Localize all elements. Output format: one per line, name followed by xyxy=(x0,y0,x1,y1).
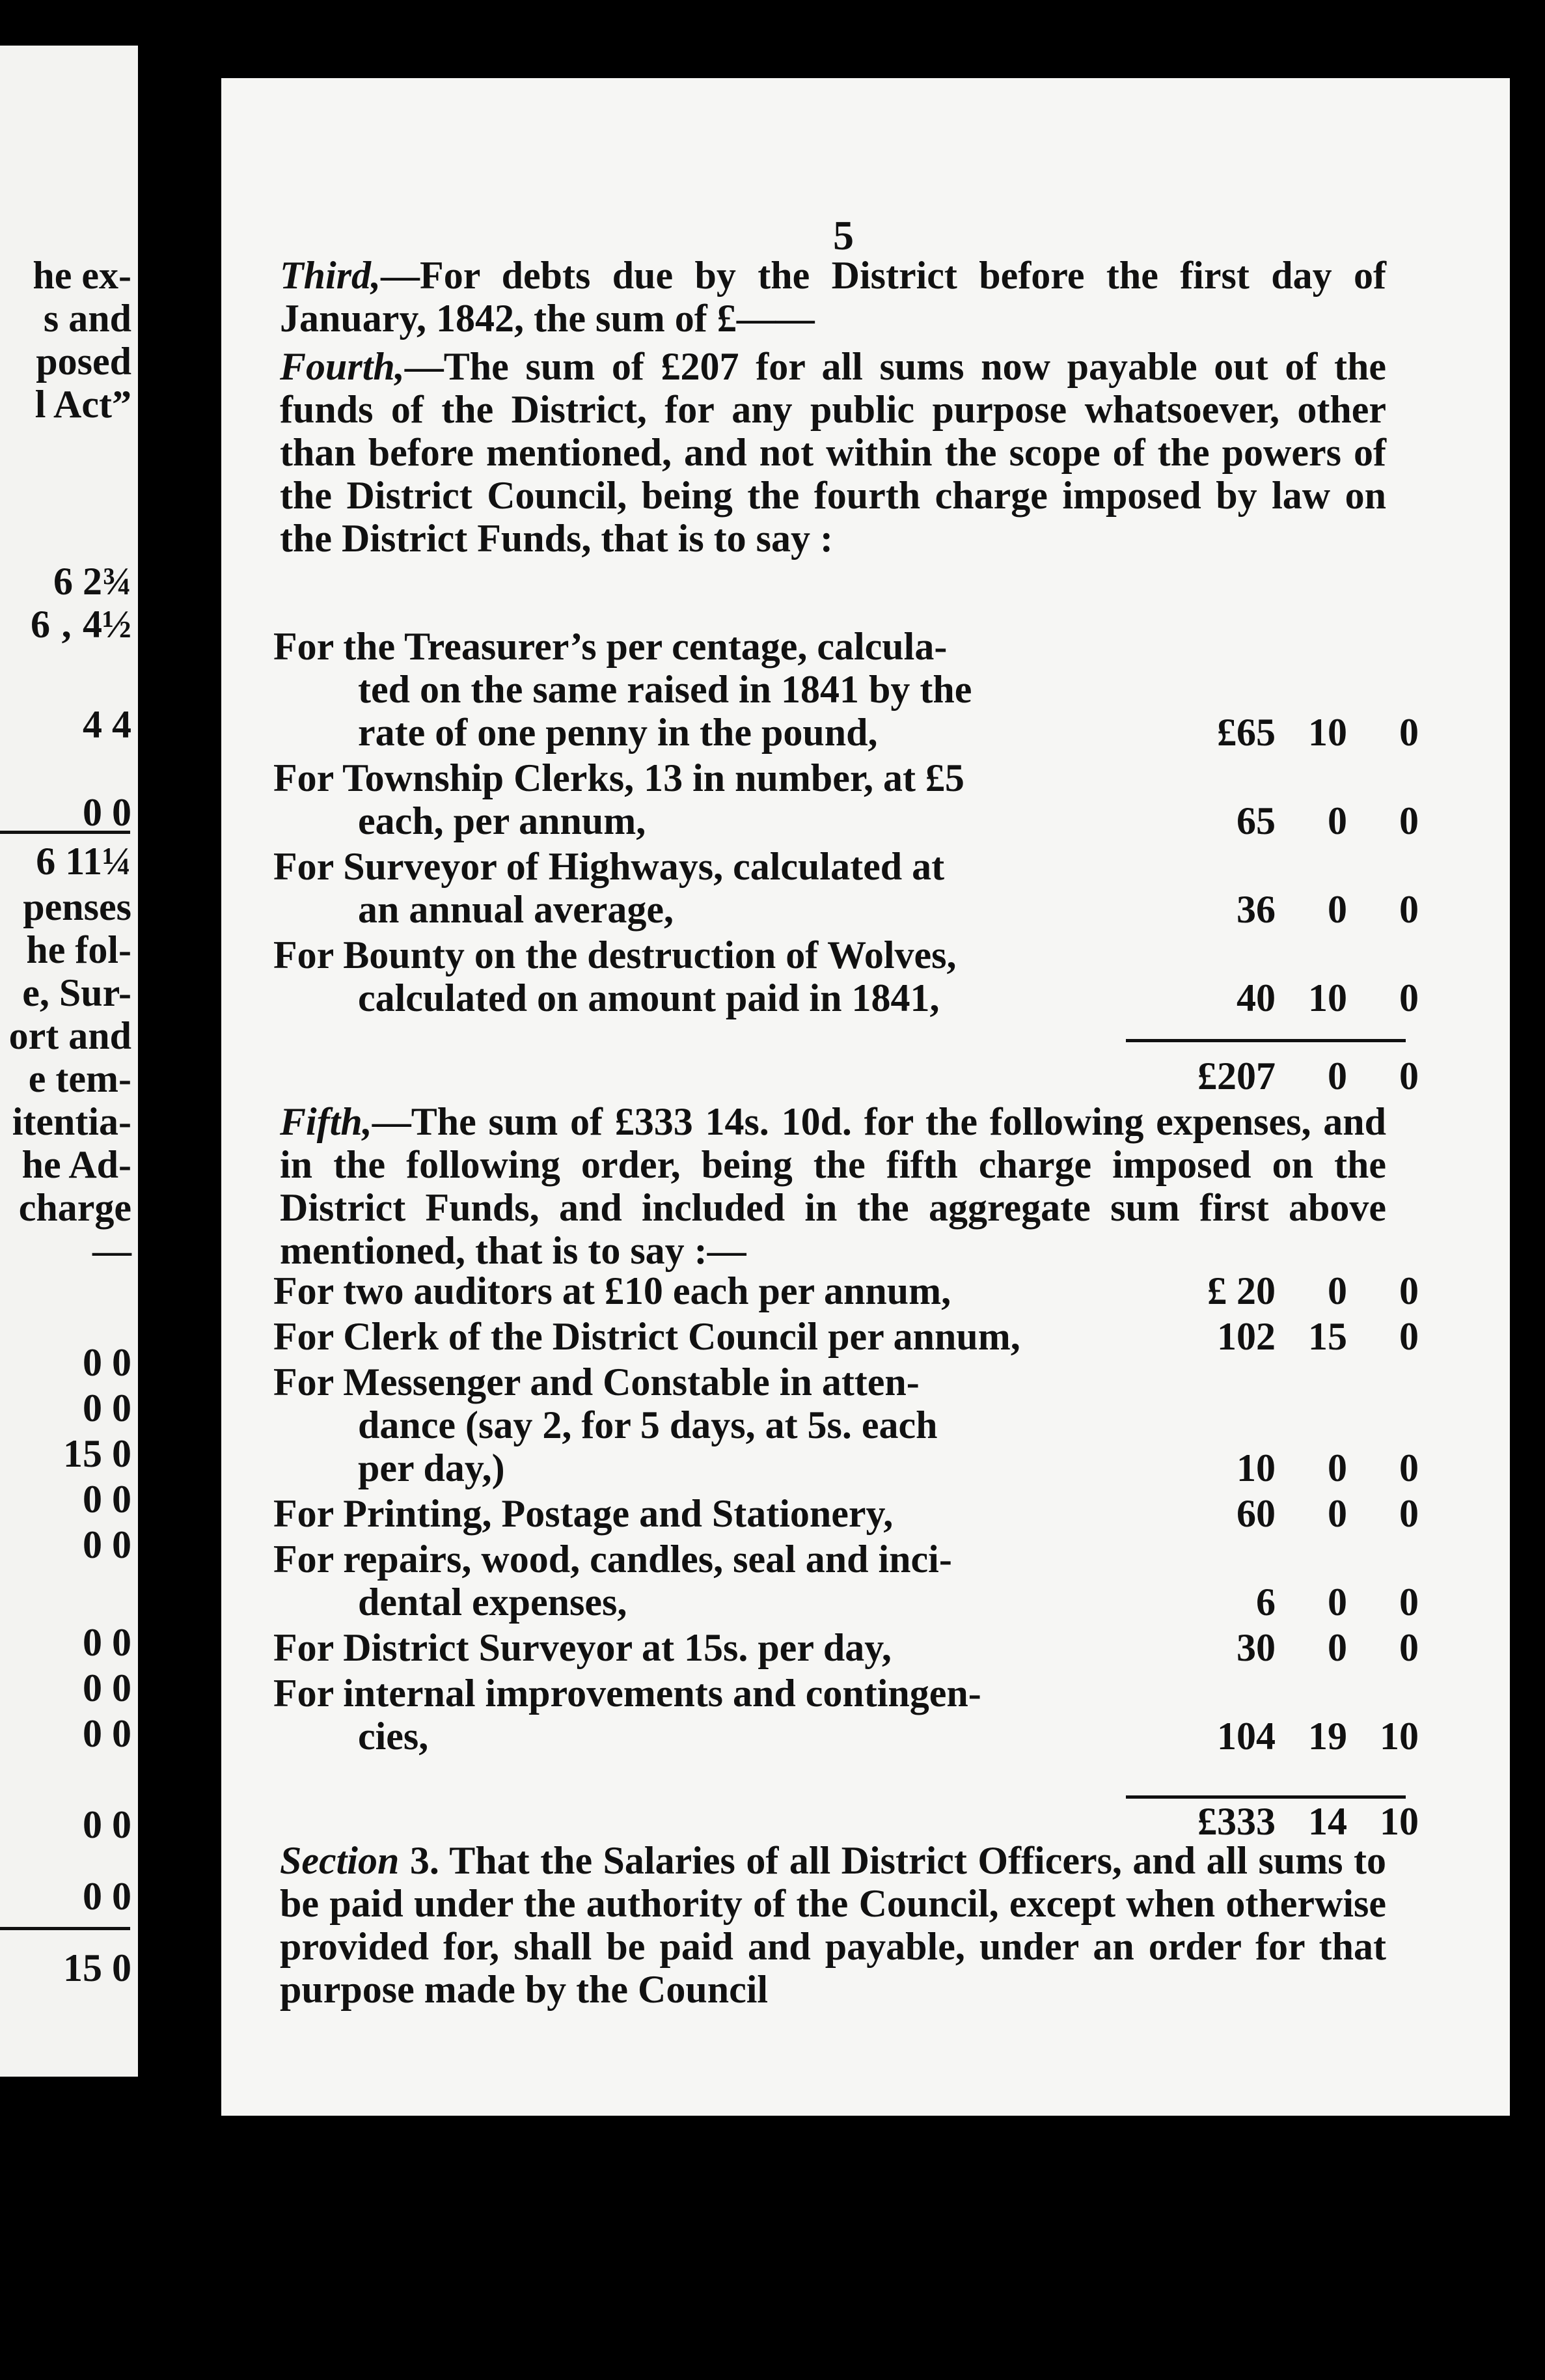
item-amount xyxy=(1145,799,1419,842)
fragment-line: 0 0 xyxy=(83,1803,131,1846)
line-item xyxy=(273,1672,1419,1758)
fragment-line: 6 11¼ xyxy=(36,840,131,883)
amount-pounds: 6 xyxy=(1256,1581,1276,1624)
item-first-line: For District Surveyor at 15s. per day, xyxy=(273,1626,892,1669)
fragment-line: 0 0 xyxy=(83,1478,131,1521)
amount-shillings: 0 xyxy=(1328,1626,1347,1669)
item-first-line: For Messenger and Constable in atten- xyxy=(273,1361,920,1404)
item-continuation-line: each, per annum, xyxy=(358,799,646,842)
item-first-line: For two auditors at £10 each per annum, xyxy=(273,1269,951,1312)
item-continuation-line: rate of one penny in the pound, xyxy=(358,711,878,754)
paragraph-text: 3. That the Salaries of all District Officers, and all sums to be paid under the authority of the Council, except when otherwise provided for, shall be paid and payable, under an order for that purpose made by the Council xyxy=(280,1839,1386,2011)
item-amount xyxy=(1145,1581,1419,1624)
amount-pence: 0 xyxy=(1399,1315,1419,1358)
item-continuation-line: cies, xyxy=(358,1715,429,1758)
amount-pence: 0 xyxy=(1399,1446,1419,1489)
fifth-total xyxy=(1145,1800,1419,1843)
fragment-line: itentia- xyxy=(12,1100,131,1143)
item-continuation-line: ted on the same raised in 1841 by the xyxy=(358,668,972,711)
document-page xyxy=(221,78,1510,2116)
fragment-line: charge xyxy=(18,1186,131,1229)
item-continuation-line: an annual average, xyxy=(358,888,674,931)
fragment-line: — xyxy=(92,1229,131,1272)
amount-pounds: 10 xyxy=(1237,1446,1276,1489)
fragment-line: he fol- xyxy=(26,928,131,971)
line-item xyxy=(273,934,1419,1019)
fragment-line: 0 0 xyxy=(83,1667,131,1709)
paragraph-fifth xyxy=(280,1100,1386,1272)
item-description xyxy=(273,934,1074,1019)
amount-shillings: 0 xyxy=(1328,888,1347,931)
amount-pence: 0 xyxy=(1399,799,1419,842)
fragment-line: l Act” xyxy=(34,383,131,426)
item-amount xyxy=(1145,1492,1419,1535)
fragment-line: 4 4 xyxy=(83,703,131,746)
amount-shillings: 0 xyxy=(1328,1446,1347,1489)
amount-shillings: 19 xyxy=(1308,1715,1347,1758)
item-amount xyxy=(1145,1446,1419,1489)
item-description xyxy=(273,625,1074,754)
paragraph-lead: Fourth, xyxy=(280,345,405,388)
item-description xyxy=(273,1672,1074,1758)
fragment-line: 0 0 xyxy=(83,1621,131,1664)
item-amount xyxy=(1145,976,1419,1019)
fragment-line: 0 0 xyxy=(83,1387,131,1430)
amount-pence: 10 xyxy=(1380,1715,1419,1758)
total-pence: 10 xyxy=(1380,1800,1419,1843)
paragraph-third xyxy=(280,254,1386,340)
amount-pence: 0 xyxy=(1399,1581,1419,1624)
line-item xyxy=(273,1315,1419,1358)
paragraph-lead: Fifth, xyxy=(280,1100,372,1143)
fragment-line: he Ad- xyxy=(21,1143,131,1186)
amount-pounds: 104 xyxy=(1217,1715,1276,1758)
fragment-line: e tem- xyxy=(28,1057,131,1100)
item-amount xyxy=(1145,1715,1419,1758)
amount-pounds: 102 xyxy=(1217,1315,1276,1358)
amount-shillings: 0 xyxy=(1328,1492,1347,1535)
total-pence: 0 xyxy=(1399,1055,1419,1098)
paragraph-text: —For debts due by the District before the first day of January, 1842, the sum of £—— xyxy=(280,254,1386,340)
fragment-line: 0 0 xyxy=(83,791,131,834)
paragraph-text: —The sum of £207 for all sums now payable out of the funds of the District, for any public purpose whatsoever, other than before mentioned, and not within the scope of the powers of the District Council, being the fourth charge imposed by law on the District Funds, that is to say : xyxy=(280,345,1386,560)
fragment-line: 0 0 xyxy=(83,1875,131,1918)
item-description xyxy=(273,1626,1074,1669)
fragment-line: posed xyxy=(36,340,131,383)
item-continuation-line: dance (say 2, for 5 days, at 5s. each xyxy=(358,1404,938,1446)
fragment-line: 6 2¾ xyxy=(53,560,131,603)
amount-shillings: 10 xyxy=(1308,976,1347,1019)
item-first-line: For the Treasurer’s per centage, calcula- xyxy=(273,625,948,668)
sum-rule xyxy=(1126,1795,1406,1799)
fragment-line: 0 0 xyxy=(83,1341,131,1384)
paragraph-text: —The sum of £333 14s. 10d. for the following expenses, and in the following order, being the fifth charge imposed on the District Funds, and included in the aggregate sum first above mentioned, that is to say :— xyxy=(280,1100,1386,1272)
fragment-line: he ex- xyxy=(33,254,131,297)
line-item xyxy=(273,625,1419,754)
line-item xyxy=(273,756,1419,842)
fragment-line: ort and xyxy=(8,1014,131,1057)
fragment-line: e, Sur- xyxy=(22,971,131,1014)
line-item xyxy=(273,1626,1419,1669)
line-item xyxy=(273,1269,1419,1312)
item-first-line: For Printing, Postage and Stationery, xyxy=(273,1492,894,1535)
fourth-total xyxy=(1145,1055,1419,1098)
paragraph-fourth xyxy=(280,345,1386,560)
amount-pence: 0 xyxy=(1399,1492,1419,1535)
item-continuation-line: per day,) xyxy=(358,1446,505,1489)
item-first-line: For Bounty on the destruction of Wolves, xyxy=(273,934,957,976)
paragraph-lead: Third, xyxy=(280,254,381,297)
item-continuation-line: calculated on amount paid in 1841, xyxy=(358,976,940,1019)
item-continuation-line: dental expenses, xyxy=(358,1581,627,1624)
total-shillings: 0 xyxy=(1328,1055,1347,1098)
fragment-rule xyxy=(0,831,130,834)
line-item xyxy=(273,1492,1419,1535)
amount-shillings: 15 xyxy=(1308,1315,1347,1358)
item-amount xyxy=(1145,1315,1419,1358)
amount-shillings: 0 xyxy=(1328,1269,1347,1312)
amount-pence: 0 xyxy=(1399,1626,1419,1669)
fragment-line: s and xyxy=(43,297,131,340)
amount-shillings: 0 xyxy=(1328,799,1347,842)
amount-pounds: 36 xyxy=(1237,888,1276,931)
item-amount xyxy=(1145,711,1419,754)
item-description xyxy=(273,1315,1074,1358)
page-number: 5 xyxy=(833,212,854,258)
line-item xyxy=(273,845,1419,931)
item-first-line: For repairs, wood, candles, seal and inci- xyxy=(273,1538,952,1581)
item-description xyxy=(273,1492,1074,1535)
amount-pounds: £65 xyxy=(1217,711,1276,754)
total-shillings: 14 xyxy=(1308,1800,1347,1843)
item-amount xyxy=(1145,1269,1419,1312)
line-item xyxy=(273,1361,1419,1489)
paragraph-section-3 xyxy=(280,1839,1386,2011)
fragment-line: 0 0 xyxy=(83,1523,131,1566)
fragment-line: 0 0 xyxy=(83,1712,131,1755)
item-description xyxy=(273,1361,1074,1489)
paragraph-lead: Section xyxy=(280,1839,400,1882)
amount-pence: 0 xyxy=(1399,976,1419,1019)
sum-rule xyxy=(1126,1039,1406,1042)
amount-shillings: 10 xyxy=(1308,711,1347,754)
item-first-line: For internal improvements and contingen- xyxy=(273,1672,981,1715)
item-description xyxy=(273,756,1074,842)
total-pounds: £333 xyxy=(1197,1800,1276,1843)
fragment-line: 6 ‚ 4½ xyxy=(31,603,131,646)
item-amount xyxy=(1145,888,1419,931)
item-first-line: For Clerk of the District Council per annum, xyxy=(273,1315,1020,1358)
line-item xyxy=(273,1538,1419,1624)
fragment-line: 15 0 xyxy=(63,1946,131,1989)
amount-pence: 0 xyxy=(1399,711,1419,754)
item-amount xyxy=(1145,1626,1419,1669)
amount-pounds: 65 xyxy=(1237,799,1276,842)
fragment-line: penses xyxy=(23,885,131,928)
item-description xyxy=(273,1269,1074,1312)
amount-pounds: 40 xyxy=(1237,976,1276,1019)
item-first-line: For Township Clerks, 13 in number, at £5 xyxy=(273,756,964,799)
total-pounds: £207 xyxy=(1197,1055,1276,1098)
item-description xyxy=(273,1538,1074,1624)
amount-pence: 0 xyxy=(1399,888,1419,931)
item-description xyxy=(273,845,1074,931)
fragment-rule xyxy=(0,1927,130,1930)
amount-shillings: 0 xyxy=(1328,1581,1347,1624)
adjacent-page-fragment xyxy=(0,46,138,2077)
amount-pounds: 30 xyxy=(1237,1626,1276,1669)
item-first-line: For Surveyor of Highways, calculated at xyxy=(273,845,945,888)
amount-pence: 0 xyxy=(1399,1269,1419,1312)
fragment-line: 15 0 xyxy=(63,1432,131,1475)
amount-pounds: £ 20 xyxy=(1207,1269,1276,1312)
amount-pounds: 60 xyxy=(1237,1492,1276,1535)
